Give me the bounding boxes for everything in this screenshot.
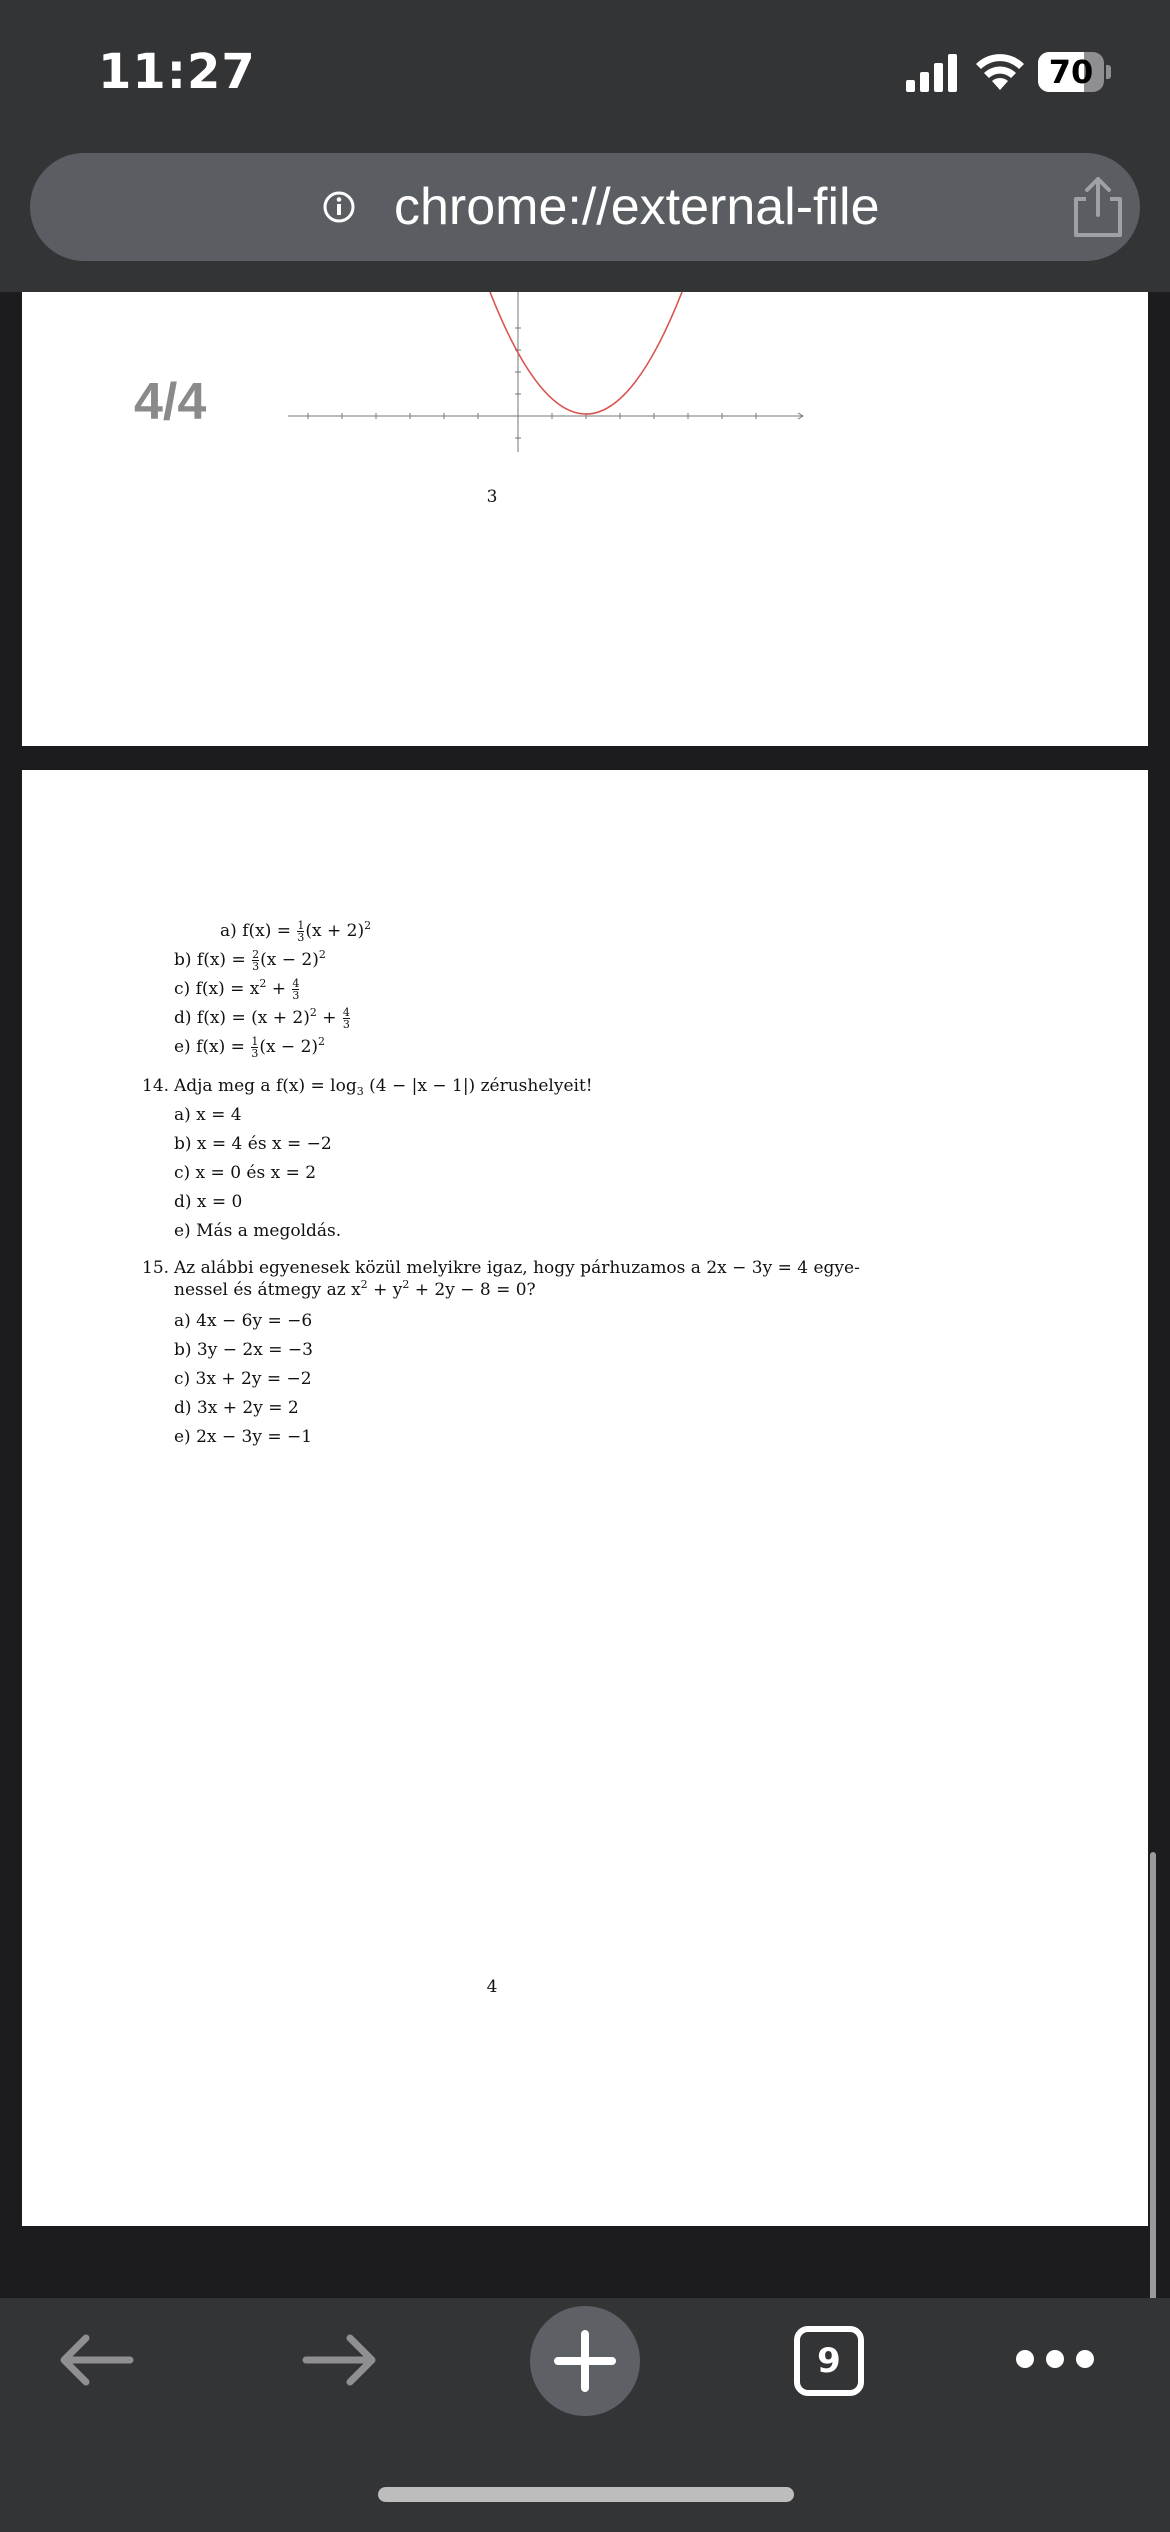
q13-option-e: e) f(x) = $\frac{1}{3}$ $(x - 2)^2$ xyxy=(174,1035,326,1060)
q13-option-a: a) f(x) = $\frac{1}{3}$ $(x + 2)^2$ xyxy=(220,919,372,944)
q15-option-d: d) 3x + 2y = 2 xyxy=(174,1398,299,1418)
page-number: 4 xyxy=(486,1977,498,1997)
q15-option-c: c) 3x + 2y = −2 xyxy=(174,1369,312,1389)
back-arrow-icon[interactable] xyxy=(56,2328,136,2392)
q15-option-e: e) 2x − 3y = −1 xyxy=(174,1427,313,1447)
page-indicator-badge: 4/4 xyxy=(134,373,207,431)
q14-option-c: c) x = 0 és x = 2 xyxy=(174,1163,317,1183)
battery-percent: 70 xyxy=(1048,53,1094,91)
status-time: 11:27 xyxy=(98,44,256,100)
q14-option-d: d) x = 0 xyxy=(174,1192,243,1212)
q14-option-e: e) Más a megoldás. xyxy=(174,1221,342,1241)
page-number: 3 xyxy=(486,487,498,507)
pdf-page-4 xyxy=(22,770,1148,2226)
q15-number: 15. xyxy=(142,1258,170,1278)
battery-icon xyxy=(1038,52,1110,92)
q14-option-a: a) x = 4 xyxy=(174,1105,242,1125)
q15-option-b: b) 3y − 2x = −3 xyxy=(174,1340,313,1360)
q14-option-b: b) x = 4 és x = −2 xyxy=(174,1134,332,1154)
share-icon[interactable] xyxy=(1068,175,1128,239)
new-tab-button[interactable] xyxy=(530,2306,640,2416)
url-text[interactable]: chrome://external-file xyxy=(394,178,880,236)
home-indicator[interactable] xyxy=(378,2487,794,2502)
q15-question-line1: Az alábbi egyenesek közül melyikre igaz, hogy párhuzamos a 2x − 3y = 4 egye- xyxy=(174,1258,860,1278)
scrollbar[interactable] xyxy=(1150,1852,1156,2298)
tab-switcher-button[interactable]: 9 xyxy=(794,2326,864,2396)
wifi-icon xyxy=(974,50,1026,92)
parabola-graph xyxy=(282,292,822,452)
q14-question: Adja meg a $f(x) = \log_3 (4 - |x - 1|)$ zérushelyeit! xyxy=(174,1076,593,1098)
q15-question-line2: nessel és átmegy az $x^2 + y^2 + 2y - 8 = 0$? xyxy=(174,1278,536,1300)
pdf-viewer[interactable] xyxy=(0,292,1170,2298)
address-bar[interactable] xyxy=(30,153,1140,261)
forward-arrow-icon[interactable] xyxy=(300,2328,380,2392)
top-bar xyxy=(0,0,1170,292)
more-menu-icon[interactable] xyxy=(1010,2344,1100,2374)
q15-option-a: a) 4x − 6y = −6 xyxy=(174,1311,313,1331)
info-icon[interactable] xyxy=(322,190,356,224)
q13-option-b: b) f(x) = $\frac{2}{3}$ $(x - 2)^2$ xyxy=(174,948,326,973)
q14-number: 14. xyxy=(142,1076,170,1096)
cellular-signal-icon xyxy=(906,52,960,92)
plus-icon xyxy=(530,2306,640,2416)
q13-option-c: c) $f(x) = x^2$ + $\frac{4}{3}$ xyxy=(174,977,300,1002)
pdf-page-3 xyxy=(22,292,1148,746)
q13-option-d: d) $f(x) = (x + 2)^2$ + $\frac{4}{3}$ xyxy=(174,1006,350,1031)
